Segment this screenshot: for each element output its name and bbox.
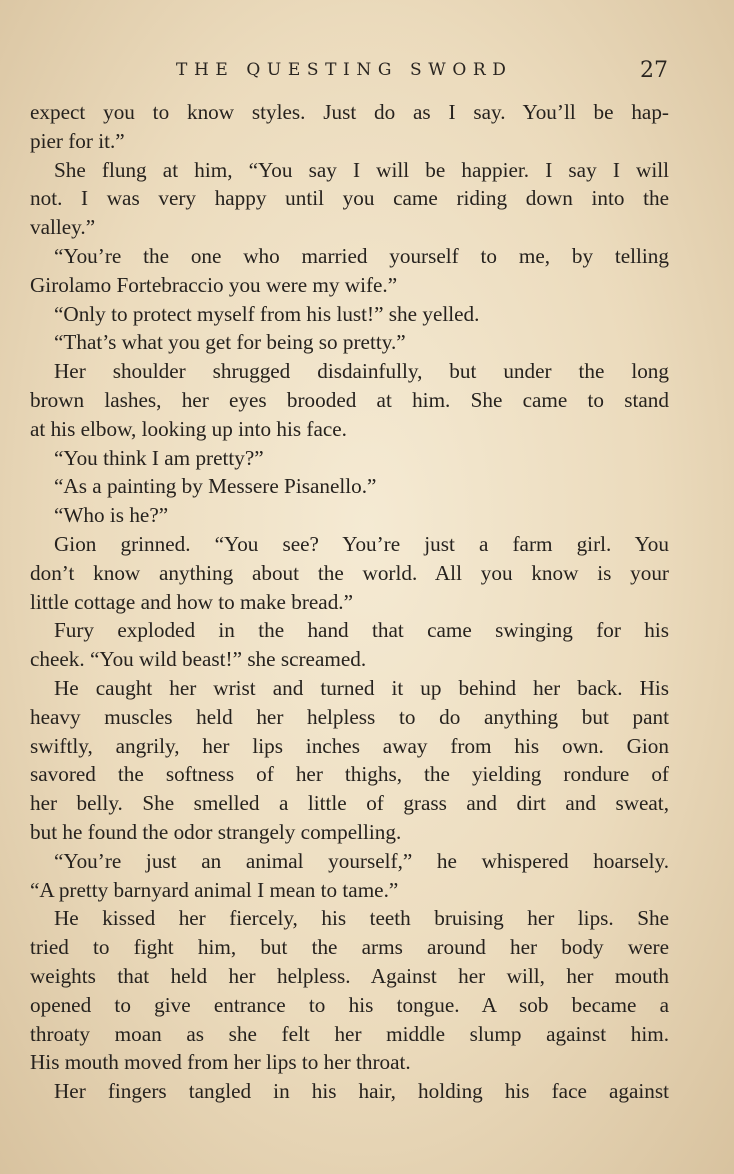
text-line: Girolamo Fortebraccio you were my wife.” <box>30 272 398 297</box>
text-line: “A pretty barnyard animal I mean to tame.” <box>30 877 399 902</box>
text-line: “You’re just an animal yourself,” he whispered hoarsely. <box>54 848 669 873</box>
text-line: swiftly, angrily, her lips inches away from his own. Gion <box>30 733 669 758</box>
text-line: “As a painting by Messere Pisanello.” <box>54 474 377 499</box>
text-line: She flung at him, “You say I will be happier. I say I will <box>54 157 669 182</box>
text-line: heavy muscles held her helpless to do anything but pant <box>30 704 669 729</box>
text-line: “You think I am pretty?” <box>54 445 264 470</box>
text-line: expect you to know styles. Just do as I say. You’ll be hap- <box>30 100 669 124</box>
text-line: little cottage and how to make bread.” <box>30 589 353 614</box>
text-line: Her fingers tangled in his hair, holding his face against <box>54 1079 669 1104</box>
text-line: but he found the odor strangely compelling. <box>30 819 402 844</box>
text-line: brown lashes, her eyes brooded at him. She came to stand <box>30 387 669 412</box>
text-line: weights that held her helpless. Against her will, her mouth <box>30 963 669 988</box>
text-line: His mouth moved from her lips to her throat. <box>30 1050 411 1075</box>
text-line: “You’re the one who married yourself to me, by telling <box>54 243 669 268</box>
page-number: 27 <box>640 58 668 83</box>
text-line: don’t know anything about the world. All you know is your <box>30 560 669 585</box>
text-line: tried to fight him, but the arms around her body were <box>30 935 669 960</box>
text-line: “Only to protect myself from his lust!” she yelled. <box>54 301 480 326</box>
running-head: THE QUESTING SWORD <box>176 60 513 80</box>
text-line: “Who is he?” <box>54 503 169 528</box>
text-line: Fury exploded in the hand that came swinging for his <box>54 618 669 643</box>
text-line: at his elbow, looking up into his face. <box>30 416 347 441</box>
text-line: “That’s what you get for being so pretty.” <box>54 330 406 355</box>
page-header <box>30 58 670 86</box>
text-line: cheek. “You wild beast!” she screamed. <box>30 647 367 672</box>
text-line: valley.” <box>30 215 96 240</box>
text-line: opened to give entrance to his tongue. A sob became a <box>30 992 669 1017</box>
text-line: He kissed her fiercely, his teeth bruising her lips. She <box>54 906 669 931</box>
body-text <box>30 98 669 1106</box>
text-line: He caught her wrist and turned it up behind her back. His <box>54 675 669 700</box>
text-line: Gion grinned. “You see? You’re just a farm girl. You <box>54 531 669 556</box>
text-line: not. I was very happy until you came riding down into the <box>30 186 669 211</box>
text-line: throaty moan as she felt her middle slump against him. <box>30 1021 669 1046</box>
text-line: savored the softness of her thighs, the yielding rondure of <box>30 762 669 787</box>
text-line: her belly. She smelled a little of grass and dirt and sweat, <box>30 791 669 816</box>
text-line: pier for it.” <box>30 128 125 153</box>
text-line: Her shoulder shrugged disdainfully, but under the long <box>54 359 669 384</box>
